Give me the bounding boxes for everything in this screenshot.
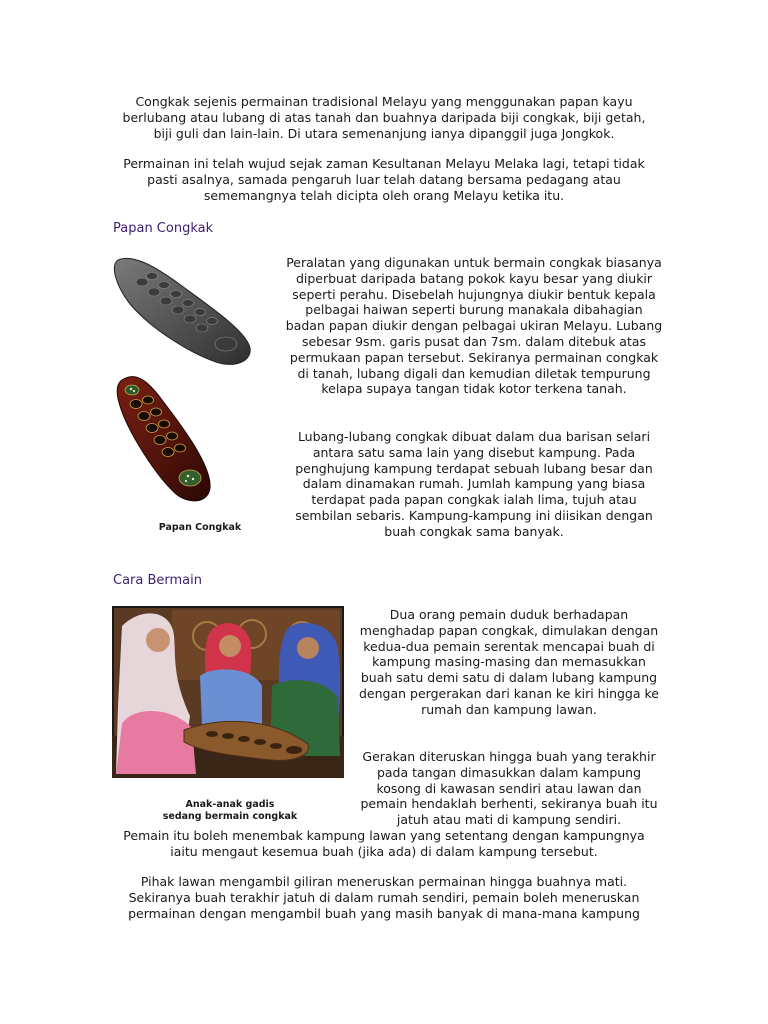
papan-paragraph-2: Lubang-lubang congkak dibuat dalam dua barisan selari antara satu sama lain yang disebut kampung. Pada penghujung kampung terdapat sebuah lubang besar dan dalam dinamakan rumah. Jumlah kampung yang biasa terdapat pada papan congkak ialah lima, tujuh atau sembilan sebaris. Kampung-kampung ini diisikan dengan buah congkak sama banyak.: [295, 429, 653, 539]
photo-caption-line-2: sedang bermain congkak: [162, 811, 298, 822]
cara-paragraph-3: Pemain itu boleh menembak kampung lawan yang setentang dengan kampungnya iaitu mengaut kesemua buah (jika ada) di dalam kampung tersebut.: [123, 828, 645, 859]
cara-paragraph-1: Dua orang pemain duduk berhadapan menghadap papan congkak, dimulakan dengan kedua-dua pemain serentak mencapai buah di kampung masing-masing dan memasukkan buah satu demi satu di dalam lubang kampung dengan pergerakan dari kanan ke kiri hingga ke rumah dan kampung lawan.: [359, 607, 659, 717]
papan-congkak-stone-image: [112, 252, 254, 370]
photo-caption: [150, 799, 310, 823]
intro-paragraph-1: Congkak sejenis permainan tradisional Melayu yang menggunakan papan kayu berlubang atau lubang di atas tanah dan buahnya daripada biji congkak, biji getah, biji guli dan lain-lain. Di utara semenanjung ianya dipanggil juga Jongkok.: [122, 94, 646, 141]
cara-paragraph-2: Gerakan diteruskan hingga buah yang terakhir pada tangan dimasukkan dalam kampung kosong di kawasan sendiri atau lawan dan pemain hendaklah berhenti, sekiranya buah itu jatuh atau mati di kampung sendiri.: [360, 749, 658, 828]
papan-congkak-caption: Papan Congkak: [158, 522, 242, 533]
papan-paragraph-1: Peralatan yang digunakan untuk bermain congkak biasanya diperbuat daripada batang pokok kayu besar yang diukir seperti perahu. Disebelah hujungnya diukir bentuk kepala pelbagai haiwan seperti burung manakala dibahagian badan papan diukir dengan pelbagai ukiran Melayu. Lubang sebesar 9sm. garis pusat dan 7sm. dalam ditebuk atas permukaan papan tersebut. Sekiranya permainan congkak di tanah, lubang digali dan kemudian diletak tempurung kelapa supaya tangan tidak kotor terkena tanah.: [285, 255, 663, 397]
intro-paragraph-2: Permainan ini telah wujud sejak zaman Kesultanan Melayu Melaka lagi, tetapi tidak pasti asalnya, samada pengaruh luar telah datang bersama pedagang atau sememangnya telah dicipta oleh orang Melayu ketika itu.: [123, 156, 645, 203]
section-heading-papan-congkak: Papan Congkak: [113, 221, 214, 236]
section-heading-cara-bermain: Cara Bermain: [113, 573, 203, 588]
cara-paragraph-4: Pihak lawan mengambil giliran meneruskan permainan hingga buahnya mati. Sekiranya buah terakhir jatuh di dalam rumah sendiri, pemain boleh meneruskan permainan dengan mengambil buah yang masih banyak di mana-mana kampung: [128, 874, 640, 921]
girls-playing-congkak-photo: [112, 606, 344, 778]
papan-congkak-carved-image: [112, 370, 216, 506]
photo-caption-line-1: Anak-anak gadis: [185, 799, 275, 810]
